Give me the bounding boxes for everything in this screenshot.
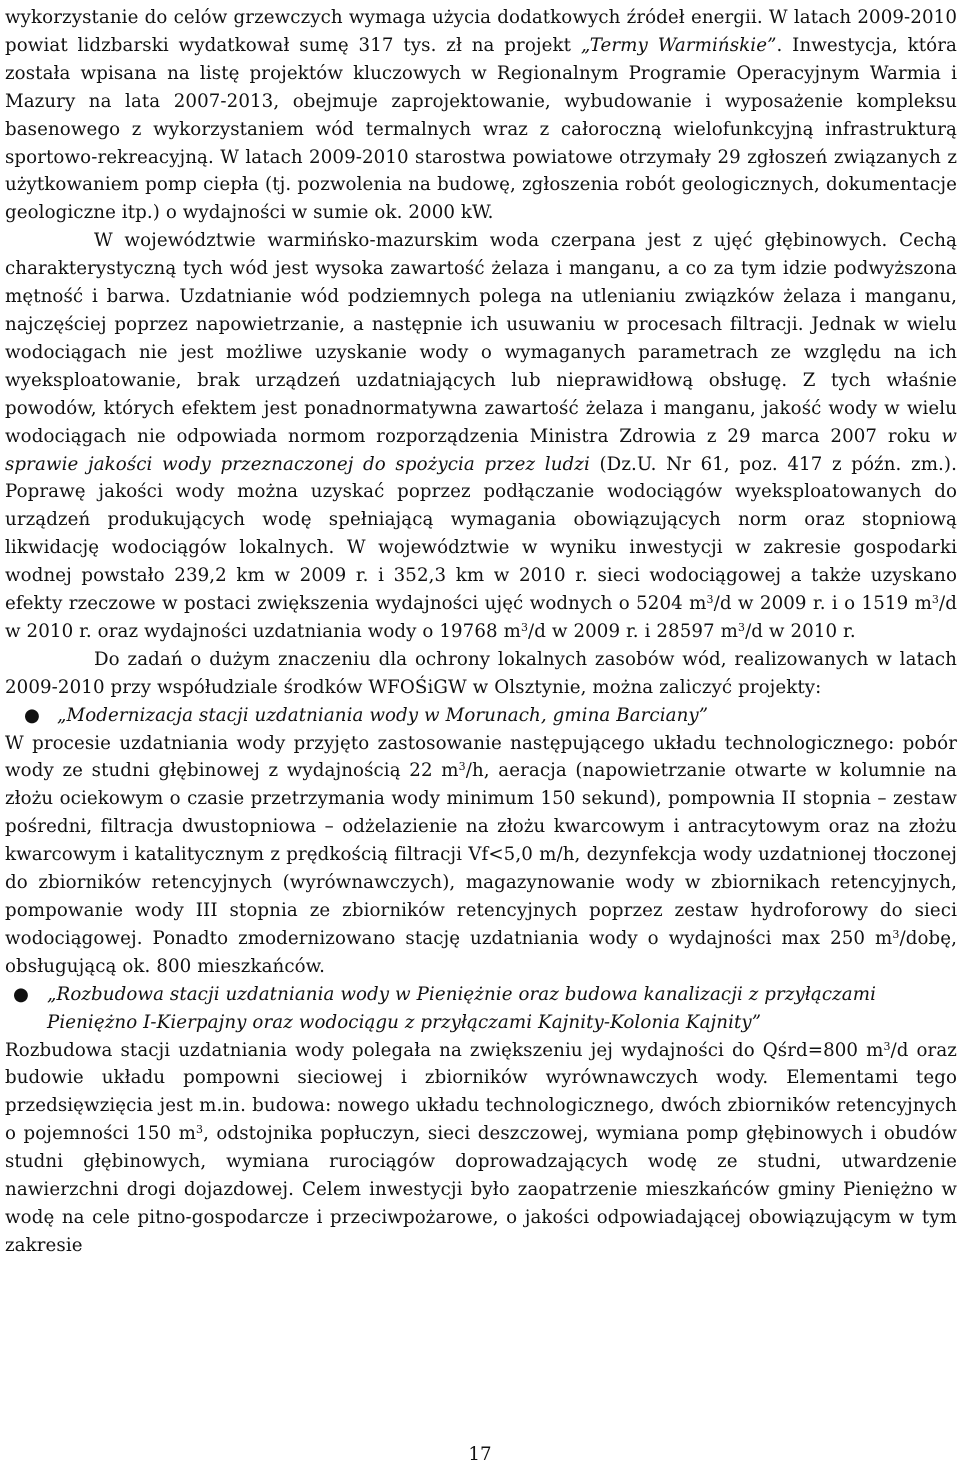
- text-run: (Dz.U. Nr 61, poz. 417 z późn. zm.). Poprawę jakości wody można uzyskać poprzez podłączanie wodociągów wyeksploatowanych do urządzeń produkujących wodę spełniającą wymagania obowiązujących norm oraz stopniową likwidację wodociągów lokalnych. W województwie w wyniku inwestycji w zakresie gospodarki wodnej powstało 239,2 km w 2009 r. i 352,3 km w 2010 r. sieci wodociągowej a także uzyskano efekty rzeczowe w postaci zwiększenia wydajności ujęć wodnych o 5204 m: [5, 453, 957, 615]
- text-run: wykorzystanie do celów grzewczych wymaga użycia dodatkowych źródeł energii. W latach 2009-2010 powiat lidzbarski wydatkował sumę 317 tys. zł na projekt: [5, 7, 957, 56]
- text-run: /h, aeracja (napowietrzanie otwarte w kolumnie na złożu ociekowym o czasie przetrzymania wody minimum 150 sekund), pompownia II stopnia – zestaw pośredni, filtracja dwustopniowa – odżelazienie na złożu kwarcowym i antracytowym oraz na złożu kwarcowym i katalitycznym z prędkością filtracji Vf<5,0 m/h, dezynfekcja wody uzdatnionej tłoczonej do zbiorników retencyjnych (wyrównawczych), magazynowanie wody w zbiornikach retencyjnych, pompowanie wody III stopnia ze zbiorników retencyjnych poprzez zestaw hydroforowy do sieci wodociągowej. Ponadto zmodernizowano stację uzdatniania wody o wydajności max 250 m: [5, 760, 957, 949]
- paragraph: [5, 730, 957, 981]
- superscript: 3: [931, 593, 940, 607]
- bullet-item: [5, 981, 957, 1037]
- superscript: 3: [737, 620, 746, 634]
- superscript: 3: [706, 593, 714, 607]
- text-run: /dobę, obsługującą ok. 800 mieszkańców.: [5, 927, 957, 977]
- bullet-icon: ●: [24, 704, 40, 726]
- paragraph: [5, 646, 957, 702]
- italic-text: w sprawie jakości wody przeznaczonej do spożycia przez ludzi: [5, 425, 957, 475]
- italic-text: „Modernizacja stacji uzdatniania wody w Morunach, gmina Barciany”: [57, 704, 709, 726]
- text-run: Do zadań o dużym znaczeniu dla ochrony lokalnych zasobów wód, realizowanych w latach 2009-2010 przy współudziale środków WFOŚiGW w Olsztynie, można zaliczyć projekty:: [5, 648, 957, 698]
- text-run: /d w 2010 r. oraz wydajności uzdatniania wody o 19768 m: [5, 593, 958, 642]
- text-run: /d oraz budowie układu pompowni sieciowej i zbiorników wyrównawczych wody. Elementami tego przedsięwzięcia jest m.in. budowa: nowego układu technologicznego, dwóch zbiorników retencyjnych o pojemności 150 m: [5, 1039, 957, 1145]
- paragraph: [5, 1037, 957, 1260]
- superscript: 3: [520, 620, 529, 634]
- text-run: Rozbudowa stacji uzdatniania wody polegała na zwiększeniu jej wydajności do Qśrd=800 m: [5, 1039, 884, 1061]
- text-run: W procesie uzdatniania wody przyjęto zastosowanie następującego układu technologicznego: pobór wody ze studni głębinowej z wydajnością 22 m: [5, 732, 957, 782]
- text-run: /d w 2009 r. i o 1519 m: [713, 593, 932, 615]
- text-run: /d w 2010 r.: [745, 620, 856, 642]
- text-run: /d w 2009 r. i 28597 m: [528, 620, 738, 642]
- superscript: 3: [195, 1123, 204, 1137]
- superscript: 3: [458, 760, 466, 774]
- document-body: [5, 4, 957, 1260]
- superscript: 3: [883, 1039, 891, 1053]
- paragraph: [5, 4, 957, 227]
- text-run: W województwie warmińsko-mazurskim woda czerpana jest z ujęć głębinowych. Cechą charakterystyczną tych wód jest wysoka zawartość żelaza i manganu, a co za tym idzie podwyższona mętność i barwa. Uzdatnianie wód podziemnych polega na utlenianiu związków żelaza i manganu, najczęściej poprzez napowietrzanie, a następnie ich usuwaniu w procesach filtracji. Jednak w wielu wodociągach nie jest możliwe uzyskanie wody o wymaganych parametrach ze względu na ich wyeksploatowanie, brak urządzeń uzdatniających lub nieprawidłową obsługę. Z tych właśnie powodów, których efektem jest ponadnormatywna zawartość żelaza i manganu, jakość wody w wielu wodociągach nie odpowiada normom rozporządzenia Ministra Zdrowia z 29 marca 2007 roku: [5, 230, 957, 447]
- text-run: , odstojnika popłuczyn, sieci deszczowej, wymiana pomp głębinowych i obudów studni głębinowych, wymiana rurociągów doprowadzających wodę ze studni, utwardzenie nawierzchni drogi dojazdowej. Celem inwestycji było zaopatrzenie mieszkańców gminy Pieniężno w wodę na cele pitno-gospodarcze i przeciwpożarowe, o jakości odpowiadającej obowiązującym w tym zakresie: [5, 1123, 958, 1256]
- page-number: 17: [468, 1444, 492, 1465]
- bullet-item: [5, 702, 957, 730]
- text-run: . Inwestycja, która została wpisana na listę projektów kluczowych w Regionalnym Programie Operacyjnym Warmia i Mazury na lata 2007-2013, obejmuje zaprojektowanie, wybudowanie i wyposażenie kompleksu basenowego z wykorzystaniem wód termalnych wraz z całoroczną wielofunkcyjną infrastrukturą sportowo-rekreacyjną. W latach 2009-2010 starostwa powiatowe otrzymały 29 zgłoszeń związanych z użytkowaniem pomp ciepła (tj. pozwolenia na budowę, zgłoszenia robót geologicznych, dokumentacje geologiczne itp.) o wydajności w sumie ok. 2000 kW.: [5, 34, 957, 224]
- paragraph: [5, 227, 957, 646]
- superscript: 3: [892, 927, 900, 941]
- italic-text: „Termy Warmińskie”: [580, 34, 777, 56]
- bullet-icon: ●: [13, 983, 29, 1005]
- italic-text: „Rozbudowa stacji uzdatniania wody w Pieniężnie oraz budowa kanalizacji z przyłączami Pieniężno I-Kierpajny oraz wodociągu z przyłączami Kajnity-Kolonia Kajnity”: [47, 983, 877, 1033]
